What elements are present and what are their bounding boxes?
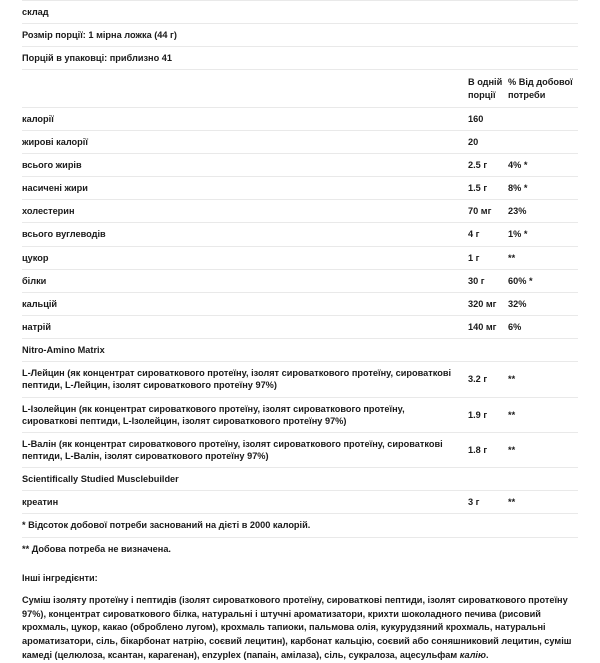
facts-body xyxy=(22,1,578,560)
serving-size-text: Розмір порції: 1 мірна ложка (44 г) xyxy=(22,30,177,41)
nutrient-daily-value: ** xyxy=(508,374,516,385)
nutrient-daily-value: 23% xyxy=(508,206,527,217)
nutrient-name: холестерин xyxy=(22,206,75,217)
nutrient-daily-value: 4% * xyxy=(508,159,528,170)
nutrient-name: всього вуглеводів xyxy=(22,229,106,240)
nutrient-name: калорії xyxy=(22,113,54,124)
section-heading-row xyxy=(22,339,578,362)
nutrient-row xyxy=(22,491,578,514)
footnote-text: * Відсоток добової потреби заснований на дієті в 2000 калорій. xyxy=(22,520,311,531)
nutrient-daily-value: 8% * xyxy=(508,183,528,194)
column-header-row xyxy=(22,70,578,107)
nutrient-daily-value: 6% xyxy=(508,321,522,332)
nutrient-daily-value xyxy=(508,107,578,130)
column-header-amount-per-serving: В одній порції xyxy=(468,77,503,100)
servings-per-container-row xyxy=(22,47,578,70)
nutrient-name: всього жирів xyxy=(22,159,82,170)
other-ingredients-body xyxy=(22,594,578,663)
nutrient-name: L-Валін (як концентрат сироваткового протеїну, ізолят сироваткового протеїну, сироваткові пептиди, L-Валін, ізолят сироваткового протеїну 97%) xyxy=(22,438,443,461)
panel-title-row xyxy=(22,1,578,24)
nutrient-name: креатин xyxy=(22,497,59,508)
section-heading-row xyxy=(22,468,578,491)
nutrient-row xyxy=(22,223,578,246)
nutrient-row xyxy=(22,107,578,130)
nutrient-row xyxy=(22,130,578,153)
nutrient-name: L-Лейцин (як концентрат сироваткового протеїну, ізолят сироваткового протеїну, сироваткові пептиди, L-Лейцин, ізолят сироваткового протеїну 97%) xyxy=(22,368,452,391)
nutrient-amount: 30 г xyxy=(468,275,485,286)
nutrient-daily-value xyxy=(508,130,578,153)
nutrient-row xyxy=(22,246,578,269)
serving-size-row xyxy=(22,24,578,47)
other-ingredients-italic-term: калію xyxy=(459,649,486,660)
other-ingredients-terminator: . xyxy=(485,649,489,660)
section-heading: Scientifically Studied Musclebuilder xyxy=(22,474,179,485)
other-ingredients-block xyxy=(22,560,578,663)
nutrient-amount: 1.8 г xyxy=(468,444,488,455)
nutrient-row xyxy=(22,153,578,176)
nutrient-daily-value: ** xyxy=(508,497,516,508)
nutrient-amount: 4 г xyxy=(468,229,480,240)
nutrient-row xyxy=(22,292,578,315)
nutrient-row xyxy=(22,432,578,467)
nutrient-daily-value: ** xyxy=(508,444,516,455)
nutrient-daily-value: ** xyxy=(508,409,516,420)
nutrient-daily-value: ** xyxy=(508,252,516,263)
footnote-row xyxy=(22,537,578,560)
panel-title: склад xyxy=(22,7,49,17)
nutrient-amount: 2.5 г xyxy=(468,159,488,170)
supplement-facts-table xyxy=(22,1,578,560)
nutrient-amount: 3.2 г xyxy=(468,374,488,385)
nutrient-amount: 160 xyxy=(468,113,484,124)
nutrient-daily-value: 1% * xyxy=(508,229,528,240)
other-ingredients-main-text: Суміш ізоляту протеїну і пептидів (ізолят сироваткового протеїну, сироваткові пептиди, ізолят сироваткового протеїну 97%), концентрат сироваткового білка, натуральні і штучні ароматизатори, крихти шоколадного печива (рисовий крохмаль, цукор, какао (оброблено лугом), крохмаль тапиоки, пальмова олія, кукурудзяний крохмаль, натуральні ароматизатори, сіль, бікарбонат натрію, соєвий лецитин), карбонат кальцію, соєвий або соняшниковий лецитин, суміш камеді (целюлоза, ксантан, карагенан), enzyplex (папаін, амілаза), сіль, сукралоза, ацесульфам xyxy=(22,594,572,660)
servings-per-container-text: Порцій в упаковці: приблизно 41 xyxy=(22,53,172,64)
nutrient-name: кальцій xyxy=(22,298,58,309)
nutrient-row xyxy=(22,177,578,200)
nutrient-name: цукор xyxy=(22,252,49,263)
nutrient-amount: 1 г xyxy=(468,252,480,263)
nutrient-amount: 70 мг xyxy=(468,206,492,217)
column-header-spacer xyxy=(22,70,468,107)
other-ingredients-title: Інші інгредієнти: xyxy=(22,572,98,583)
nutrient-amount: 1.5 г xyxy=(468,183,488,194)
nutrient-amount: 20 xyxy=(468,136,479,147)
footnote-row xyxy=(22,514,578,537)
nutrient-amount: 320 мг xyxy=(468,298,497,309)
nutrient-name: натрій xyxy=(22,321,51,332)
nutrient-row xyxy=(22,269,578,292)
nutrient-name: L-Ізолейцин (як концентрат сироваткового протеїну, ізолят сироваткового протеїну, сироваткові пептиди, L-Ізолейцин, ізолят сироваткового протеїну 97%) xyxy=(22,403,405,426)
nutrient-row xyxy=(22,200,578,223)
footnote-text: ** Добова потреба не визначена. xyxy=(22,543,171,554)
nutrient-daily-value: 32% xyxy=(508,298,527,309)
nutrient-name: білки xyxy=(22,275,47,286)
nutrient-amount: 140 мг xyxy=(468,321,497,332)
nutrient-row xyxy=(22,315,578,338)
nutrient-amount: 3 г xyxy=(468,497,480,508)
nutrient-daily-value: 60% * xyxy=(508,275,533,286)
nutrient-row xyxy=(22,397,578,432)
nutrient-name: жирові калорії xyxy=(22,136,88,147)
column-header-percent-daily-value: % Від добової потреби xyxy=(508,77,573,100)
section-heading: Nitro-Amino Matrix xyxy=(22,345,105,356)
nutrient-name: насичені жири xyxy=(22,183,88,194)
nutrient-amount: 1.9 г xyxy=(468,409,488,420)
nutrient-row xyxy=(22,362,578,397)
